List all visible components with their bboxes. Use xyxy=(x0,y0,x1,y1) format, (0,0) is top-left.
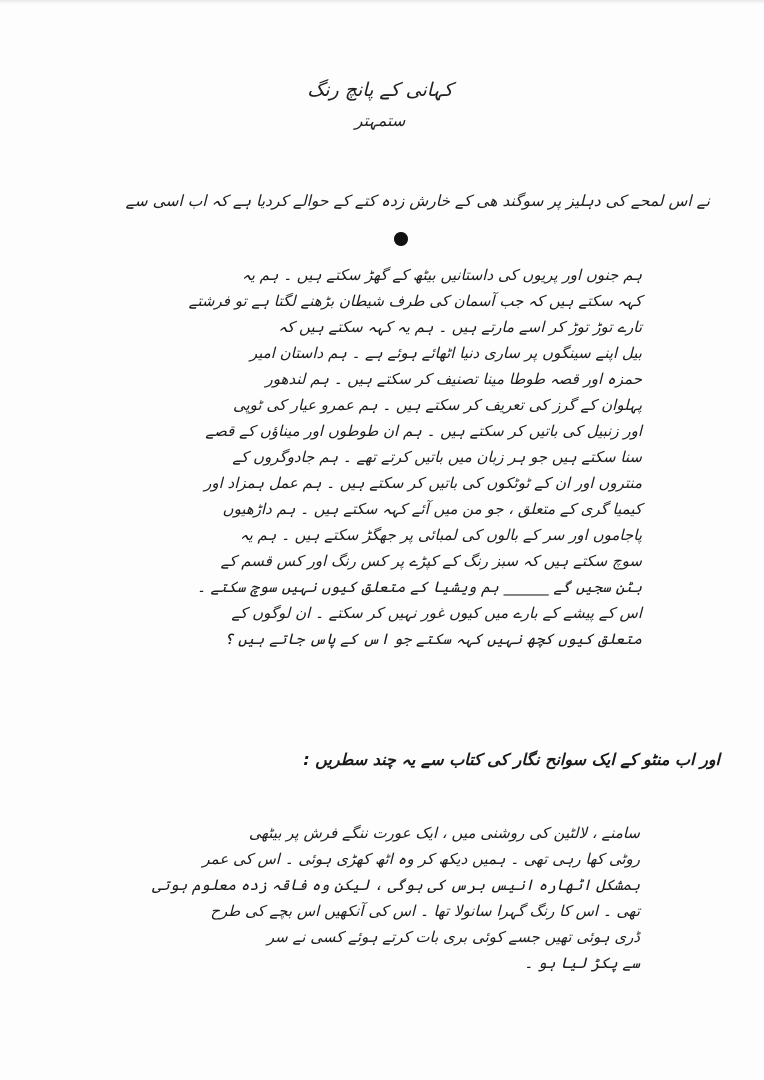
text-line: منتروں اور ان کے ٹوٹکوں کی باتیں کر سکتے ہیں ۔ ہم عمل ہمزاد اور xyxy=(204,474,642,492)
quote-intro-line: اور اب منٹو کے ایک سوانح نگار کی کتاب سے یہ چند سطریں : xyxy=(303,750,720,769)
text-line: سے پکڑ لیا ہو ۔ xyxy=(524,954,640,972)
text-line: ہم جنوں اور پریوں کی داستانیں بیٹھ کے گھڑ سکتے ہیں ۔ ہم یہ xyxy=(241,266,642,284)
text-line: حمزہ اور قصہ طوطا مینا تصنیف کر سکتے ہیں ۔ ہم لندھور xyxy=(265,370,642,388)
text-line: پہلوان کے گرز کی تعریف کر سکتے ہیں ۔ ہم عمرو عیار کی ٹوپی xyxy=(232,396,642,414)
text-line: سامنے ، لالٹین کی روشنی میں ، ایک عورت ننگے فرش پر بیٹھی xyxy=(248,824,640,842)
section-bullet xyxy=(394,232,408,246)
text-line: اور زنبیل کی باتیں کر سکتے ہیں ۔ ہم ان طوطوں اور میناؤں کے قصے xyxy=(205,422,642,440)
text-line: بیل اپنے سینگوں پر ساری دنیا اٹھائے ہوئے ہے ۔ ہم داستان امیر xyxy=(249,344,642,362)
text-line: تھی ۔ اس کا رنگ گہرا سانولا تھا ۔ اس کی آنکھیں اس بچے کی طرح xyxy=(210,902,640,920)
text-line: کہہ سکتے ہیں کہ جب آسمان کی طرف شیطان بڑھنے لگتا ہے تو فرشتے xyxy=(188,292,642,310)
text-line: بمشکل اٹھارہ انیس برس کی ہوگی ، لیکن وہ فاقہ زدہ معلوم ہوتی xyxy=(152,876,640,894)
text-line: روٹی کھا رہی تھی ۔ ہمیں دیکھ کر وہ اٹھ کھڑی ہوئی ۔ اس کی عمر xyxy=(202,850,640,868)
text-line: سنا سکتے ہیں جو ہر زبان میں باتیں کرتے تھے ۔ ہم جادوگروں کے xyxy=(232,448,642,466)
text-line: تارے توڑ توڑ کر اسے مارتے ہیں ۔ ہم یہ کہہ سکتے ہیں کہ xyxy=(278,318,642,336)
text-line: سوچ سکتے ہیں کہ سبز رنگ کے کپڑے پر کس رنگ اور کس قسم کے xyxy=(220,552,642,570)
page-title: کہانی کے پانچ رنگ xyxy=(307,79,453,101)
text-line: متعلق کیوں کچھ نہیں کہہ سکتے جو اس کے پاس جاتے ہیں ؟ xyxy=(224,630,642,648)
text-line: کیمیا گری کے متعلق ، جو من میں آئے کہہ سکتے ہیں ۔ ہم داڑھیوں xyxy=(222,500,642,518)
title-block xyxy=(300,78,460,132)
text-line: پاجاموں اور سر کے بالوں کی لمبائی پر جھگڑ سکتے ہیں ۔ ہم یہ xyxy=(239,526,642,544)
paragraph-2 xyxy=(130,820,640,976)
text-line: ڈری ہوئی تھیں جسے کوئی بری بات کرتے ہوئے کسی نے سر xyxy=(266,928,640,946)
text-line: اس کے پیشے کے بارے میں کیوں غور نہیں کر سکتے ۔ ان لوگوں کے xyxy=(231,604,642,622)
scan-edge xyxy=(0,0,764,4)
paragraph-1 xyxy=(122,262,642,652)
epigraph-line: نے اس لمحے کی دہلیز پر سوگند ھی کے خارش زدہ کتے کے حوالے کردیا ہے کہ اب اسی سے xyxy=(125,192,710,210)
text-line: بٹن سجیں گے ______ ہم ویشیا کے متعلق کیوں نہیں سوچ سکتے ۔ xyxy=(197,578,642,596)
page-subtitle: ستمہتر xyxy=(354,111,406,130)
